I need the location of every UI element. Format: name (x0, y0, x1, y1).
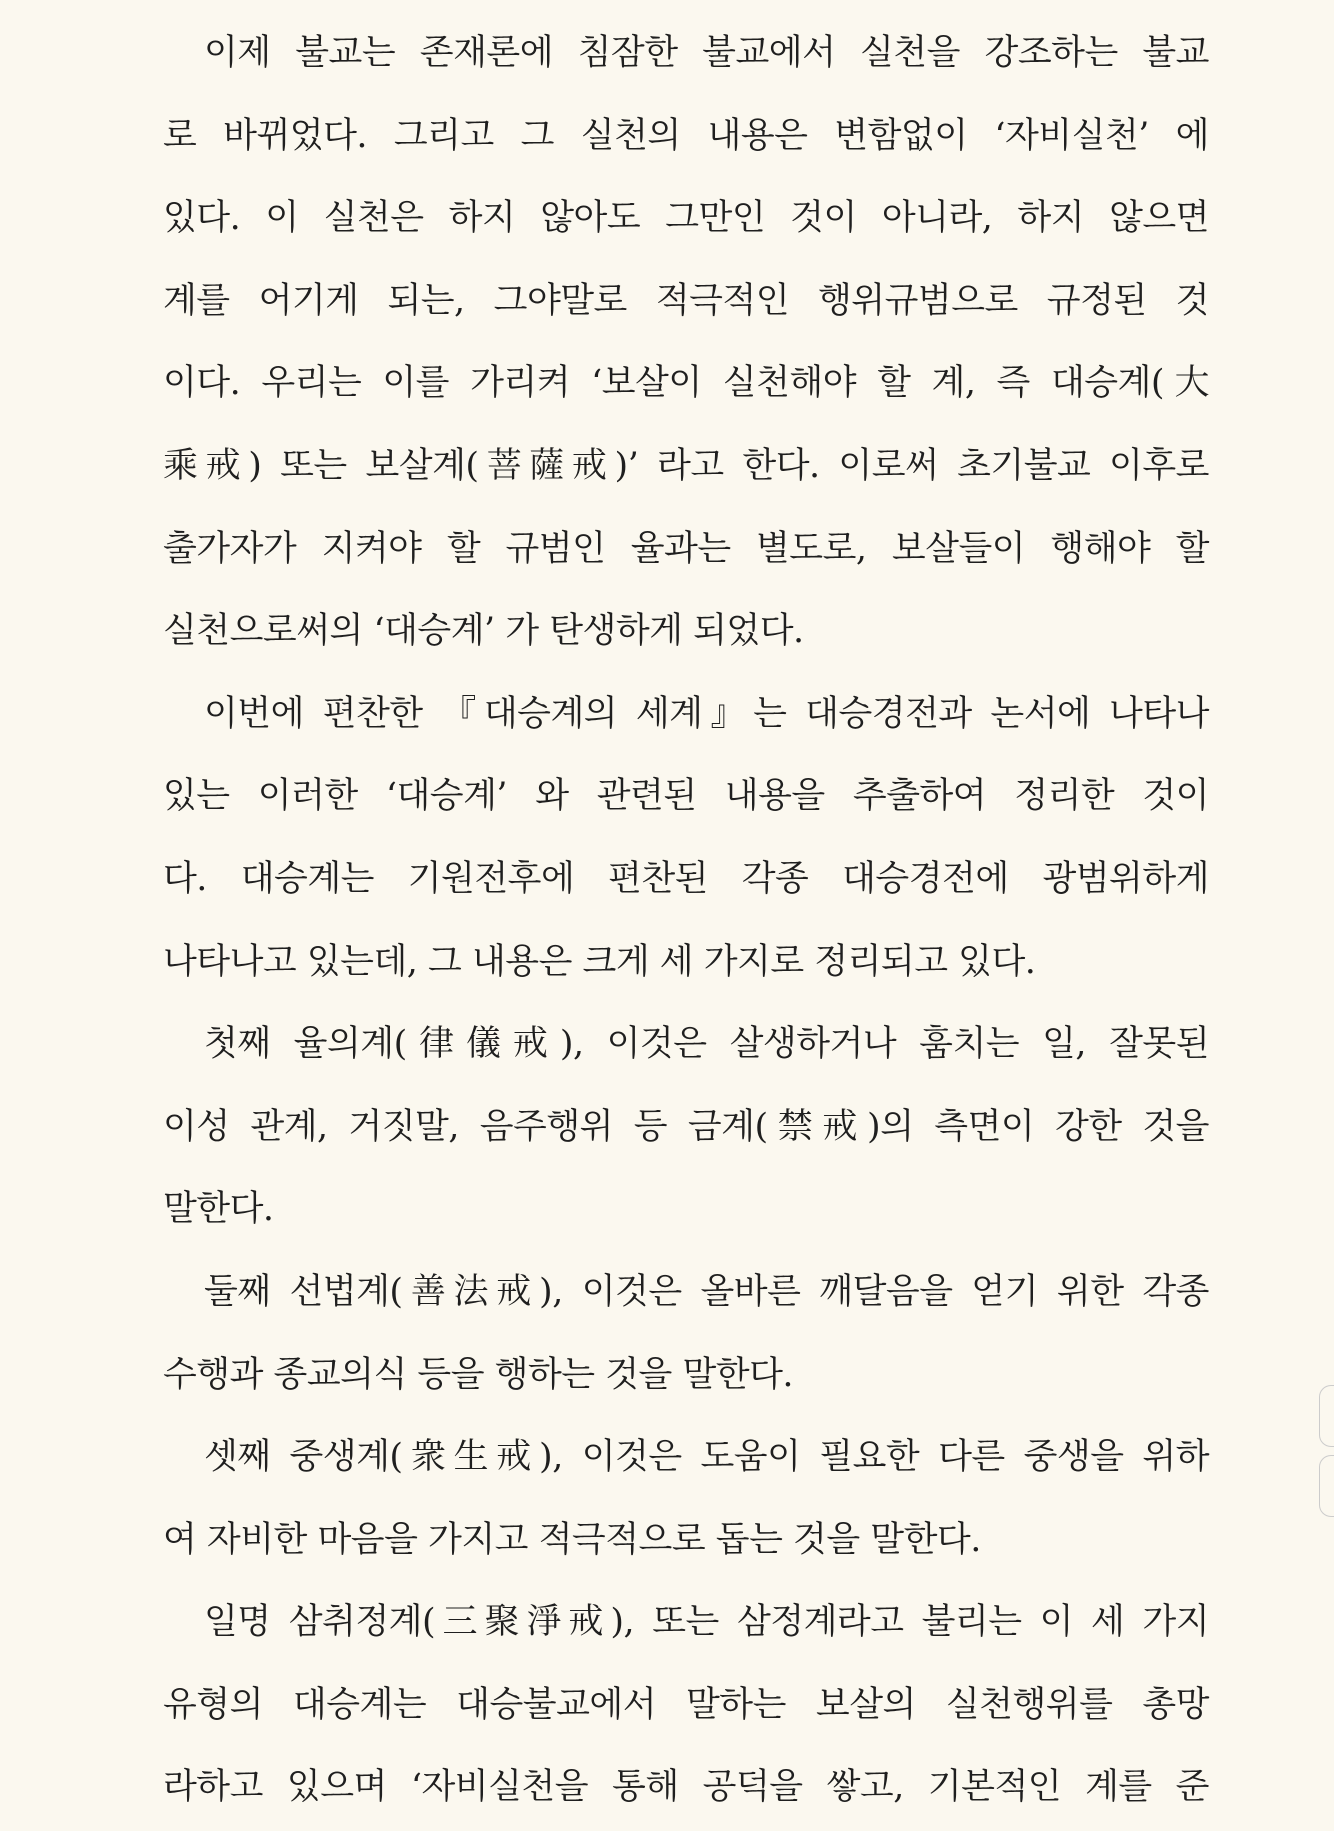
document-body (163, 12, 1209, 1829)
text-line: 여 자비한 마음을 가지고 적극적으로 돕는 것을 말한다. (163, 1519, 981, 1560)
text-line: 실천으로써의 ‘대승계’ 가 탄생하게 되었다. (163, 611, 804, 652)
text-line: 로 바뀌었다. 그리고 그 실천의 내용은 변함없이 ‘자비실천’ 에 (163, 115, 1209, 156)
text-line: 다. 대승계는 기원전후에 편찬된 각종 대승경전에 광범위하게 (163, 858, 1209, 899)
text-line: 라하고 있으며 ‘자비실천을 통해 공덕을 쌓고, 기본적인 계를 준 (163, 1767, 1209, 1808)
text-line: 유형의 대승계는 대승불교에서 말하는 보살의 실천행위를 총망 (163, 1684, 1209, 1725)
text-line: 있는 이러한 ‘대승계’ 와 관련된 내용을 추출하여 정리한 것이 (163, 776, 1209, 817)
text-line: 말한다. (163, 1189, 274, 1230)
text-line: 이성 관계, 거짓말, 음주행위 등 금계(禁戒)의 측면이 강한 것을 (163, 1106, 1209, 1147)
page-edge-mark (1319, 1455, 1334, 1517)
text-line: 출가자가 지켜야 할 규범인 율과는 별도로, 보살들이 행해야 할 (163, 528, 1209, 569)
text-line: 있다. 이 실천은 하지 않아도 그만인 것이 아니라, 하지 않으면 (163, 198, 1209, 239)
text-line: 이제 불교는 존재론에 침잠한 불교에서 실천을 강조하는 불교 (204, 33, 1209, 73)
text-line: 첫째 율의계(律儀戒), 이것은 살생하거나 훔치는 일, 잘못된 (204, 1024, 1209, 1065)
text-line: 일명 삼취정계(三聚淨戒), 또는 삼정계라고 불리는 이 세 가지 (204, 1602, 1209, 1643)
text-line: 乘戒) 또는 보살계(菩薩戒)’ 라고 한다. 이로써 초기불교 이후로 (163, 445, 1209, 486)
text-line: 계를 어기게 되는, 그야말로 적극적인 행위규범으로 규정된 것 (163, 280, 1209, 321)
text-line: 이다. 우리는 이를 가리켜 ‘보살이 실천해야 할 계, 즉 대승계(大 (163, 363, 1209, 404)
text-line: 셋째 중생계(衆生戒), 이것은 도움이 필요한 다른 중생을 위하 (204, 1437, 1209, 1478)
text-line: 이번에 편찬한 『대승계의 세계』는 대승경전과 논서에 나타나 (204, 693, 1209, 734)
page-edge-mark (1319, 1385, 1334, 1447)
text-line: 수행과 종교의식 등을 행하는 것을 말한다. (163, 1354, 794, 1395)
text-line: 나타나고 있는데, 그 내용은 크게 세 가지로 정리되고 있다. (163, 941, 1036, 982)
text-line: 둘째 선법계(善法戒), 이것은 올바른 깨달음을 얻기 위한 각종 (204, 1271, 1209, 1312)
